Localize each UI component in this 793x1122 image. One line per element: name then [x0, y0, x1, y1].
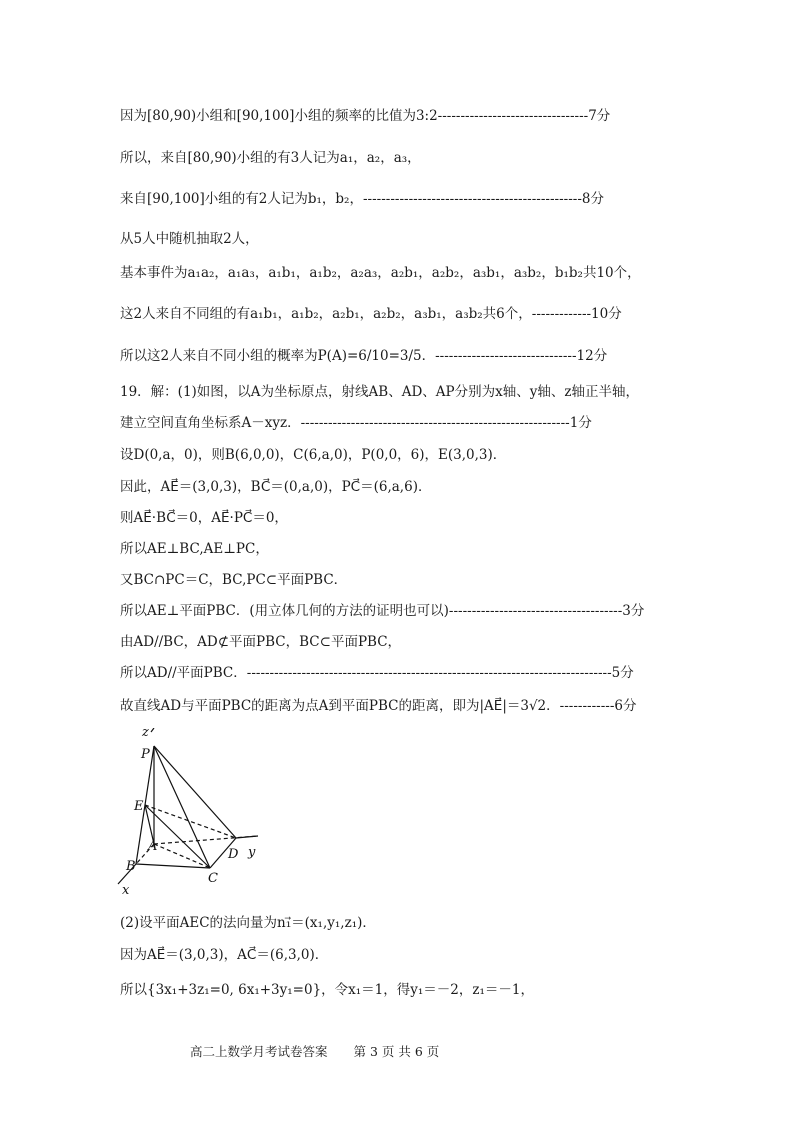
text-line-13: 所以AE⊥BC,AE⊥PC，	[120, 541, 269, 557]
text-line-20: 因为AE⃗＝(3,0,3)，AC⃗＝(6,3,0)．	[120, 947, 329, 963]
text-line-1: 因为[80,90)小组和[90,100]小组的频率的比值为3:2---------------------------------7分	[120, 108, 611, 124]
label-A: A	[148, 839, 158, 854]
footer-title: 高二上数学月考试卷答案	[190, 1044, 328, 1059]
pyramid-figure	[108, 728, 278, 896]
text-line-8: 19．解：(1)如图，以A为坐标原点，射线AB、AD、AP分别为x轴、y轴、z轴正半轴，	[120, 384, 639, 400]
text-line-2: 所以，来自[80,90)小组的有3人记为a₁，a₂，a₃，	[120, 150, 421, 166]
text-line-15: 所以AE⊥平面PBC．(用立体几何的方法的证明也可以)--------------------------------------3分	[120, 603, 645, 619]
label-B: B	[126, 859, 136, 874]
label-E: E	[134, 799, 144, 814]
text-line-5: 基本事件为a₁a₂，a₁a₃，a₁b₁，a₁b₂，a₂a₃，a₂b₁，a₂b₂，a₃b₁，a₃b₂，b₁b₂共10个，	[120, 265, 641, 281]
text-line-12: 则AE⃗·BC⃗＝0，AE⃗·PC⃗＝0，	[120, 510, 288, 526]
footer-page-number: 第 3 页 共 6 页	[353, 1044, 440, 1059]
text-line-7: 所以这2人来自不同小组的概率为P(A)=6/10=3/5．-------------------------------12分	[120, 348, 608, 364]
text-line-6: 这2人来自不同组的有a₁b₁，a₁b₂，a₂b₁，a₂b₂，a₃b₁，a₃b₂共6个，-------------10分	[120, 306, 622, 322]
text-line-4: 从5人中随机抽取2人，	[120, 231, 259, 247]
label-C: C	[208, 871, 218, 886]
label-x: x	[122, 883, 130, 896]
page-footer	[190, 1042, 461, 1060]
text-line-16: 由AD//BC，AD⊄平面PBC，BC⊂平面PBC，	[120, 634, 402, 650]
label-y: y	[248, 845, 256, 860]
text-line-19: (2)设平面AEC的法向量为n₁⃗＝(x₁,y₁,z₁)．	[120, 915, 376, 931]
text-line-11: 因此，AE⃗＝(3,0,3)，BC⃗＝(0,a,0)，PC⃗＝(6,a,6)．	[120, 479, 432, 495]
text-line-18: 故直线AD与平面PBC的距离为点A到平面PBC的距离，即为|AE⃗|＝3√2．------------6分	[120, 698, 637, 714]
text-line-10: 设D(0,a，0)，则B(6,0,0)，C(6,a,0)，P(0,0，6)，E(3,0,3)．	[120, 447, 507, 463]
text-line-21: 所以{3x₁+3z₁=0, 6x₁+3y₁=0}，令x₁＝1，得y₁＝－2，z₁＝－1，	[120, 982, 535, 998]
label-z: z	[142, 728, 149, 740]
label-P: P	[141, 747, 150, 762]
text-line-3: 来自[90,100]小组的有2人记为b₁，b₂，------------------------------------------------8分	[120, 191, 605, 207]
text-line-14: 又BC∩PC＝C，BC,PC⊂平面PBC．	[120, 572, 348, 588]
text-line-9: 建立空间直角坐标系A－xyz．-----------------------------------------------------------1分	[120, 415, 592, 431]
text-line-17: 所以AD//平面PBC．--------------------------------------------------------------------------------5分	[120, 665, 634, 681]
label-D: D	[228, 847, 239, 862]
